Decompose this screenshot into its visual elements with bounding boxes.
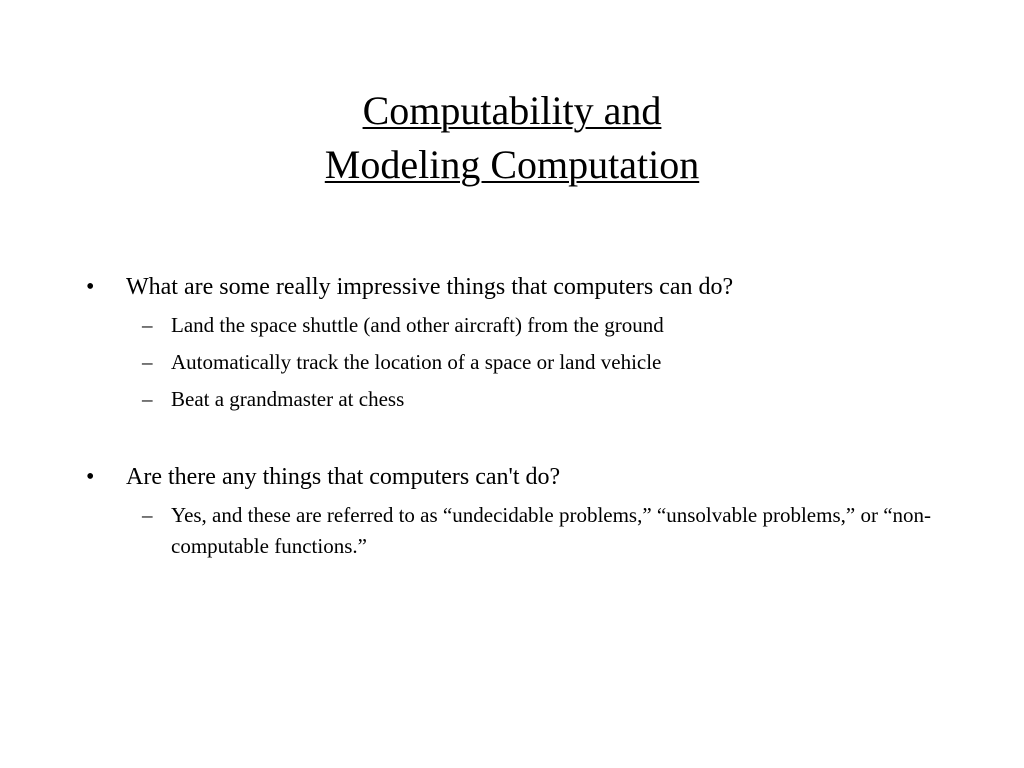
title-line-1: Computability and xyxy=(362,88,662,133)
title-line-2: Modeling Computation xyxy=(324,142,700,187)
bullet-text-2: Are there any things that computers can't do? xyxy=(126,464,561,490)
sub-text-1-1: Land the space shuttle (and other aircraft) from the ground xyxy=(171,313,664,337)
sub-text-1-3: Beat a grandmaster at chess xyxy=(171,387,405,411)
sub-text-1-2: Automatically track the location of a space or land vehicle xyxy=(171,350,662,374)
sub-marker: – xyxy=(142,387,153,411)
bullet-text-1: What are some really impressive things that computers can do? xyxy=(126,274,734,300)
sub-marker: – xyxy=(142,350,153,374)
sub-marker: – xyxy=(142,503,153,527)
bullet-marker: • xyxy=(86,464,95,490)
sub-marker: – xyxy=(142,313,153,337)
sub-text-2-1: Yes, and these are referred to as “undecidable problems,” “unsolvable problems,” or “non-computable functions.” xyxy=(171,503,932,558)
bullet-marker: • xyxy=(86,274,95,300)
